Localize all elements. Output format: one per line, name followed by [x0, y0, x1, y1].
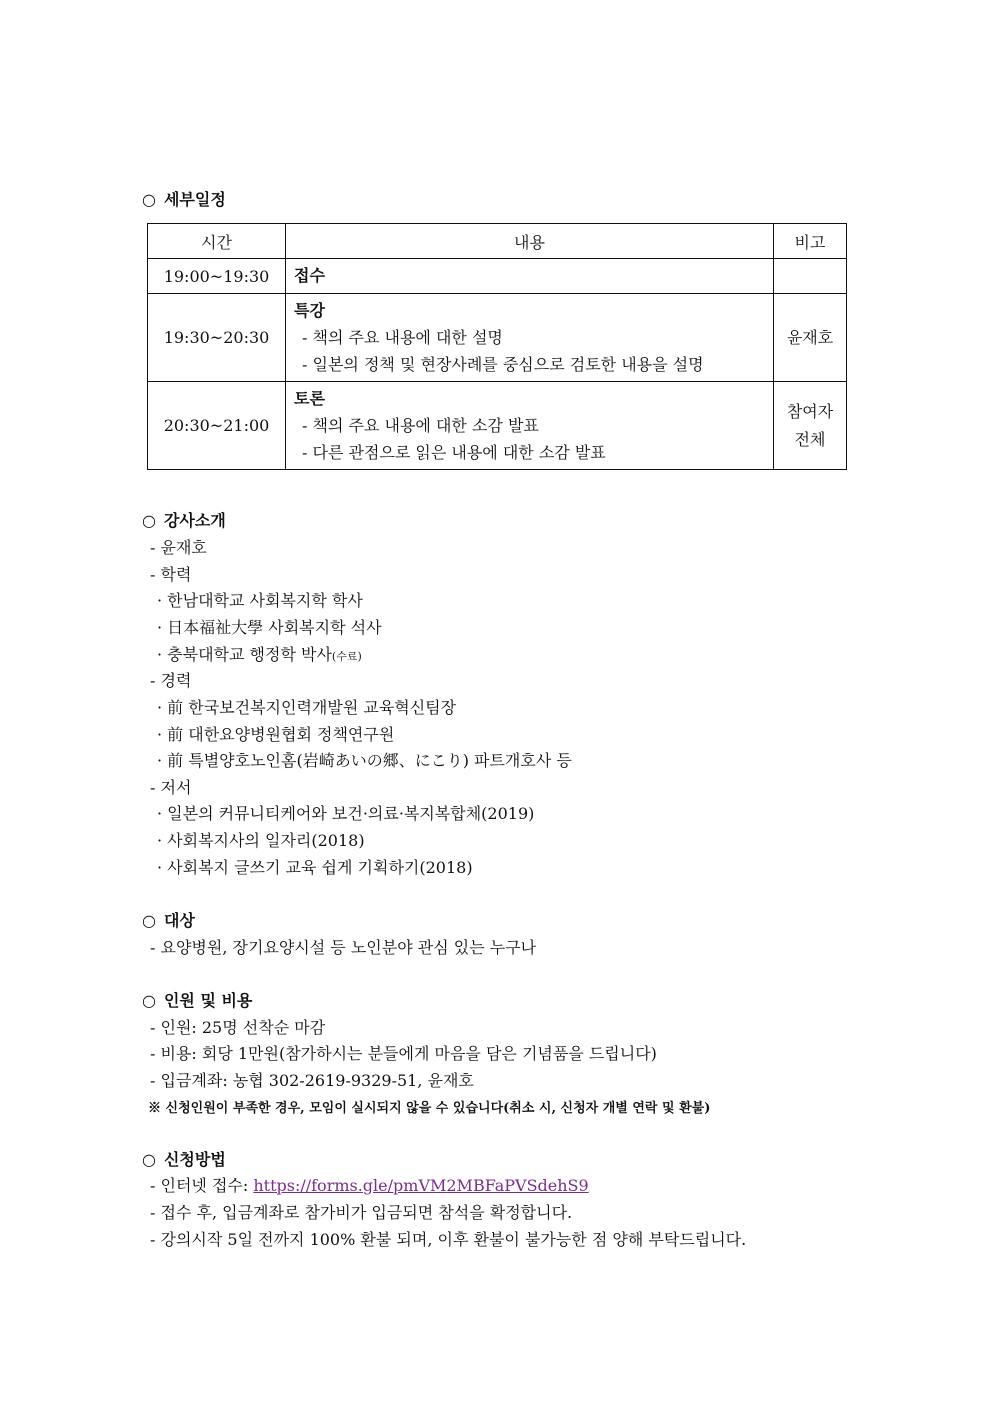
education-label: - 학력	[150, 565, 192, 584]
instructor-heading: ○ 강사소개	[142, 511, 226, 530]
fee-line: - 비용: 회당 1만원(참가하시는 분들에게 마음을 담은 기념품을 드립니다)	[150, 1044, 657, 1063]
time-cell: 20:30~21:00	[148, 382, 286, 470]
column-header-time: 시간	[148, 224, 286, 259]
apply-form-link[interactable]: https://forms.gle/pmVM2MBFaPVSdehS9	[253, 1176, 589, 1195]
content-cell	[286, 294, 774, 382]
content-cell	[286, 382, 774, 470]
circle-bullet-icon: ○	[142, 1150, 156, 1169]
table-row	[148, 294, 847, 382]
circle-bullet-icon: ○	[142, 991, 156, 1010]
education-item: · 日本福祉大學 사회복지학 석사	[157, 618, 382, 637]
note-text: 참여자	[786, 401, 834, 421]
career-item: · 前 한국보건복지인력개발원 교육혁신팀장	[157, 698, 457, 717]
session-item: - 일본의 정책 및 현장사례를 중심으로 검토한 내용을 설명	[302, 354, 704, 374]
note-cell	[774, 294, 847, 382]
time-cell: 19:30~20:30	[148, 294, 286, 382]
column-header-note: 비고	[774, 224, 847, 259]
schedule-heading: ○ 세부일정	[142, 190, 226, 209]
fee-heading: ○ 인원 및 비용	[142, 991, 253, 1010]
note-text: 윤재호	[786, 327, 834, 347]
session-item: - 다른 관점으로 읽은 내용에 대한 소감 발표	[302, 442, 606, 462]
apply-line: - 강의시작 5일 전까지 100% 환불 되며, 이후 환불이 불가능한 점 양해 부탁드립니다.	[150, 1230, 747, 1249]
session-item: - 책의 주요 내용에 대한 소감 발표	[302, 415, 539, 435]
note-cell	[774, 382, 847, 470]
education-item: · 충북대학교 행정학 박사(수료)	[157, 645, 362, 664]
book-item: · 사회복지 글쓰기 교육 쉽게 기획하기(2018)	[157, 858, 473, 877]
fee-note: ※ 신청인원이 부족한 경우, 모임이 실시되지 않을 수 있습니다(취소 시, 신청자 개별 연락 및 환불)	[148, 1101, 711, 1116]
table-row	[148, 382, 847, 470]
target-heading: ○ 대상	[142, 911, 195, 930]
column-header-content: 내용	[286, 224, 774, 259]
apply-internet-line: - 인터넷 접수: https://forms.gle/pmVM2MBFaPVSdehS9	[150, 1176, 589, 1195]
book-item: · 일본의 커뮤니티케어와 보건·의료·복지복합체(2019)	[157, 804, 535, 823]
session-item: - 책의 주요 내용에 대한 설명	[302, 327, 503, 347]
note-cell	[774, 259, 847, 294]
content-cell	[286, 259, 774, 294]
instructor-name: - 윤재호	[150, 538, 207, 557]
book-item: · 사회복지사의 일자리(2018)	[157, 831, 365, 850]
education-suffix: (수료)	[331, 650, 362, 663]
circle-bullet-icon: ○	[142, 511, 156, 530]
education-item: · 한남대학교 사회복지학 학사	[157, 591, 363, 610]
schedule-table	[147, 223, 847, 470]
career-item: · 前 대한요양병원협회 정책연구원	[157, 725, 395, 744]
table-header-row	[148, 224, 847, 259]
apply-heading: ○ 신청방법	[142, 1150, 226, 1169]
circle-bullet-icon: ○	[142, 911, 156, 930]
session-title: 토론	[294, 388, 325, 408]
time-cell: 19:00~19:30	[148, 259, 286, 294]
circle-bullet-icon: ○	[142, 190, 156, 209]
fee-line: - 입금계좌: 농협 302-2619-9329-51, 윤재호	[150, 1071, 474, 1090]
apply-line: - 접수 후, 입금계좌로 참가비가 입금되면 참석을 확정합니다.	[150, 1203, 573, 1222]
fee-line: - 인원: 25명 선착순 마감	[150, 1018, 326, 1037]
target-text: - 요양병원, 장기요양시설 등 노인분야 관심 있는 누구나	[150, 938, 537, 957]
table-row	[148, 259, 847, 294]
session-title: 특강	[294, 300, 325, 320]
session-title: 접수	[294, 266, 325, 285]
note-text: 전체	[794, 429, 826, 449]
career-label: - 경력	[150, 671, 192, 690]
career-item: · 前 특별양호노인홈(岩崎あいの郷、にこり) 파트개호사 등	[157, 751, 572, 770]
books-label: - 저서	[150, 778, 192, 797]
